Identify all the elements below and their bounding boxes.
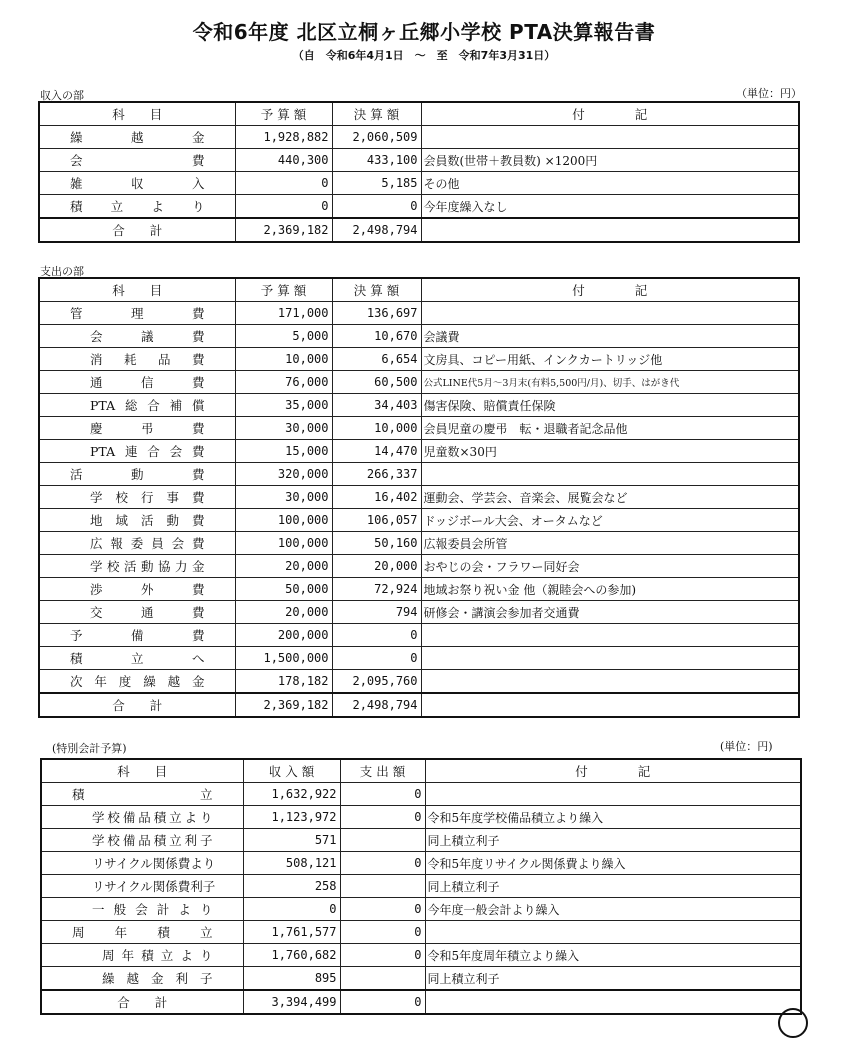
row-item: 渉外費 xyxy=(39,578,235,601)
income-unit: （単位：円） xyxy=(736,87,802,100)
corner-seal-mark xyxy=(778,1008,808,1038)
row-budget: 20,000 xyxy=(235,555,332,578)
row-note: 研修会・講演会参加者交通費 xyxy=(421,601,799,624)
row-item: 交通費 xyxy=(39,601,235,624)
special-header-row xyxy=(41,759,801,783)
table-row xyxy=(39,486,799,509)
row-note: 傷害保険、賠償責任保険 xyxy=(421,394,799,417)
row-note: おやじの会・フラワー同好会 xyxy=(421,555,799,578)
row-item: 積立へ xyxy=(39,647,235,670)
row-item: 学校活動協力金 xyxy=(39,555,235,578)
table-row xyxy=(39,172,799,195)
table-row xyxy=(41,783,801,806)
row-note: 令和5年度リサイクル関係費より繰入 xyxy=(425,852,801,875)
header-budget: 予 算 額 xyxy=(235,278,332,302)
row-item: 慶弔費 xyxy=(39,417,235,440)
table-row xyxy=(39,624,799,647)
row-actual: 794 xyxy=(332,601,421,624)
table-row xyxy=(41,898,801,921)
row-note xyxy=(421,126,799,149)
row-item: リサイクル関係費利子 xyxy=(41,875,243,898)
row-note: 今年度繰入なし xyxy=(421,195,799,219)
expense-caption: 支出の部 xyxy=(40,265,84,278)
row-actual: 2,060,509 xyxy=(332,126,421,149)
row-budget: 35,000 xyxy=(235,394,332,417)
total-budget: 2,369,182 xyxy=(235,693,332,717)
row-item: PTA連合会費 xyxy=(39,440,235,463)
row-note xyxy=(425,921,801,944)
row-note: 広報委員会所管 xyxy=(421,532,799,555)
header-item: 科 目 xyxy=(41,759,243,783)
row-budget: 0 xyxy=(235,172,332,195)
total-note xyxy=(421,693,799,717)
row-budget: 1,928,882 xyxy=(235,126,332,149)
total-label: 合 計 xyxy=(39,693,235,717)
row-item: 積立より xyxy=(39,195,235,219)
row-item: 学校備品積立より xyxy=(41,806,243,829)
header-actual: 決 算 額 xyxy=(332,278,421,302)
row-actual: 10,000 xyxy=(332,417,421,440)
table-row xyxy=(41,806,801,829)
table-row xyxy=(39,647,799,670)
row-note xyxy=(421,302,799,325)
total-income: 3,394,499 xyxy=(243,990,340,1014)
row-actual: 60,500 xyxy=(332,371,421,394)
row-note xyxy=(421,647,799,670)
row-item: 学校備品積立利子 xyxy=(41,829,243,852)
row-actual: 14,470 xyxy=(332,440,421,463)
row-note: 同上積立利子 xyxy=(425,967,801,991)
row-budget: 200,000 xyxy=(235,624,332,647)
row-actual: 34,403 xyxy=(332,394,421,417)
row-budget: 100,000 xyxy=(235,532,332,555)
header-item: 科 目 xyxy=(39,278,235,302)
special-total-row xyxy=(41,990,801,1014)
row-note xyxy=(421,463,799,486)
row-actual: 50,160 xyxy=(332,532,421,555)
row-income: 1,632,922 xyxy=(243,783,340,806)
row-income: 1,123,972 xyxy=(243,806,340,829)
row-income: 258 xyxy=(243,875,340,898)
total-note xyxy=(421,218,799,242)
table-row xyxy=(39,578,799,601)
row-expense: 0 xyxy=(340,898,425,921)
row-item: 学校行事費 xyxy=(39,486,235,509)
row-actual: 10,670 xyxy=(332,325,421,348)
row-expense xyxy=(340,967,425,991)
table-row xyxy=(39,509,799,532)
expense-table xyxy=(38,277,800,718)
row-item: 繰越金 xyxy=(39,126,235,149)
table-row xyxy=(41,967,801,991)
row-budget: 440,300 xyxy=(235,149,332,172)
total-expense: 0 xyxy=(340,990,425,1014)
period-subtitle: （自 令和6年4月1日 ～ 至 令和7年3月31日） xyxy=(292,49,556,62)
row-income: 895 xyxy=(243,967,340,991)
expense-header-row xyxy=(39,278,799,302)
row-budget: 171,000 xyxy=(235,302,332,325)
row-item: 積立 xyxy=(41,783,243,806)
row-item: 予備費 xyxy=(39,624,235,647)
row-item: 繰越金利子 xyxy=(41,967,243,991)
row-note: 同上積立利子 xyxy=(425,829,801,852)
row-note: 会議費 xyxy=(421,325,799,348)
row-actual: 16,402 xyxy=(332,486,421,509)
table-row xyxy=(41,852,801,875)
row-actual: 433,100 xyxy=(332,149,421,172)
income-total-row xyxy=(39,218,799,242)
row-budget: 30,000 xyxy=(235,417,332,440)
row-actual: 136,697 xyxy=(332,302,421,325)
header-note: 付 記 xyxy=(421,278,799,302)
row-expense: 0 xyxy=(340,806,425,829)
total-label: 合 計 xyxy=(41,990,243,1014)
row-note: 児童数×30円 xyxy=(421,440,799,463)
row-expense: 0 xyxy=(340,852,425,875)
header-income: 収 入 額 xyxy=(243,759,340,783)
row-item: 周年積立 xyxy=(41,921,243,944)
row-item: 広報委員会費 xyxy=(39,532,235,555)
special-table xyxy=(40,758,802,1015)
row-note: ドッジボール大会、オータムなど xyxy=(421,509,799,532)
row-budget: 178,182 xyxy=(235,670,332,694)
table-row xyxy=(39,555,799,578)
total-note xyxy=(425,990,801,1014)
row-item: 雑収入 xyxy=(39,172,235,195)
table-row xyxy=(39,149,799,172)
row-budget: 1,500,000 xyxy=(235,647,332,670)
row-note: 運動会、学芸会、音楽会、展覧会など xyxy=(421,486,799,509)
table-row xyxy=(41,944,801,967)
row-note: 会員児童の慶弔 転・退職者記念品他 xyxy=(421,417,799,440)
table-row xyxy=(39,417,799,440)
row-item: 次年度繰越金 xyxy=(39,670,235,694)
expense-total-row xyxy=(39,693,799,717)
table-row xyxy=(39,371,799,394)
row-item: 会費 xyxy=(39,149,235,172)
row-note xyxy=(421,670,799,694)
table-row xyxy=(39,348,799,371)
row-actual: 266,337 xyxy=(332,463,421,486)
row-item: 地域活動費 xyxy=(39,509,235,532)
table-row xyxy=(39,601,799,624)
row-note: 地域お祭り祝い金 他（親睦会への参加) xyxy=(421,578,799,601)
row-note: 同上積立利子 xyxy=(425,875,801,898)
page-title: 令和6年度 北区立桐ヶ丘郷小学校 PTA決算報告書 xyxy=(192,20,656,44)
row-actual: 2,095,760 xyxy=(332,670,421,694)
table-row xyxy=(39,126,799,149)
row-expense: 0 xyxy=(340,921,425,944)
row-actual: 0 xyxy=(332,195,421,219)
row-item: 会議費 xyxy=(39,325,235,348)
table-row xyxy=(39,440,799,463)
total-budget: 2,369,182 xyxy=(235,218,332,242)
row-note: 令和5年度学校備品積立より繰入 xyxy=(425,806,801,829)
table-row xyxy=(41,829,801,852)
row-budget: 320,000 xyxy=(235,463,332,486)
row-actual: 6,654 xyxy=(332,348,421,371)
row-actual: 0 xyxy=(332,647,421,670)
row-expense xyxy=(340,829,425,852)
row-note: その他 xyxy=(421,172,799,195)
row-item: PTA総合補償 xyxy=(39,394,235,417)
total-label: 合 計 xyxy=(39,218,235,242)
row-income: 508,121 xyxy=(243,852,340,875)
row-note xyxy=(425,783,801,806)
total-actual: 2,498,794 xyxy=(332,218,421,242)
header-note: 付 記 xyxy=(421,102,799,126)
row-budget: 15,000 xyxy=(235,440,332,463)
row-actual: 5,185 xyxy=(332,172,421,195)
table-row xyxy=(39,195,799,219)
income-caption: 収入の部 xyxy=(40,89,84,102)
row-note: 会員数(世帯＋教員数) ×1200円 xyxy=(421,149,799,172)
header-budget: 予 算 額 xyxy=(235,102,332,126)
row-budget: 100,000 xyxy=(235,509,332,532)
row-item: 一般会計より xyxy=(41,898,243,921)
row-income: 0 xyxy=(243,898,340,921)
row-budget: 5,000 xyxy=(235,325,332,348)
table-row xyxy=(39,463,799,486)
row-note xyxy=(421,624,799,647)
header-note: 付 記 xyxy=(425,759,801,783)
row-item: 管理費 xyxy=(39,302,235,325)
header-item: 科 目 xyxy=(39,102,235,126)
table-row xyxy=(39,394,799,417)
row-income: 571 xyxy=(243,829,340,852)
row-budget: 76,000 xyxy=(235,371,332,394)
income-header-row xyxy=(39,102,799,126)
row-expense xyxy=(340,875,425,898)
row-note: 公式LINE代5月～3月末(有料5,500円/月)、切手、はがき代 xyxy=(421,371,799,394)
row-income: 1,761,577 xyxy=(243,921,340,944)
row-budget: 20,000 xyxy=(235,601,332,624)
header-expense: 支 出 額 xyxy=(340,759,425,783)
table-row xyxy=(41,875,801,898)
row-item: 消耗品費 xyxy=(39,348,235,371)
table-row xyxy=(39,532,799,555)
row-budget: 0 xyxy=(235,195,332,219)
row-actual: 106,057 xyxy=(332,509,421,532)
row-item: リサイクル関係費より xyxy=(41,852,243,875)
row-expense: 0 xyxy=(340,944,425,967)
special-caption: (特別会計予算) xyxy=(52,742,127,755)
row-budget: 50,000 xyxy=(235,578,332,601)
table-row xyxy=(39,670,799,694)
row-actual: 72,924 xyxy=(332,578,421,601)
row-item: 通信費 xyxy=(39,371,235,394)
row-income: 1,760,682 xyxy=(243,944,340,967)
row-item: 周年積立より xyxy=(41,944,243,967)
row-note: 令和5年度周年積立より繰入 xyxy=(425,944,801,967)
table-row xyxy=(41,921,801,944)
row-actual: 0 xyxy=(332,624,421,647)
row-expense: 0 xyxy=(340,783,425,806)
header-actual: 決 算 額 xyxy=(332,102,421,126)
row-note: 文房具、コピー用紙、インクカートリッジ他 xyxy=(421,348,799,371)
special-unit: (単位：円) xyxy=(720,740,773,753)
total-actual: 2,498,794 xyxy=(332,693,421,717)
row-budget: 30,000 xyxy=(235,486,332,509)
row-actual: 20,000 xyxy=(332,555,421,578)
row-budget: 10,000 xyxy=(235,348,332,371)
row-item: 活動費 xyxy=(39,463,235,486)
table-row xyxy=(39,302,799,325)
income-table xyxy=(38,101,800,243)
row-note: 今年度一般会計より繰入 xyxy=(425,898,801,921)
table-row xyxy=(39,325,799,348)
